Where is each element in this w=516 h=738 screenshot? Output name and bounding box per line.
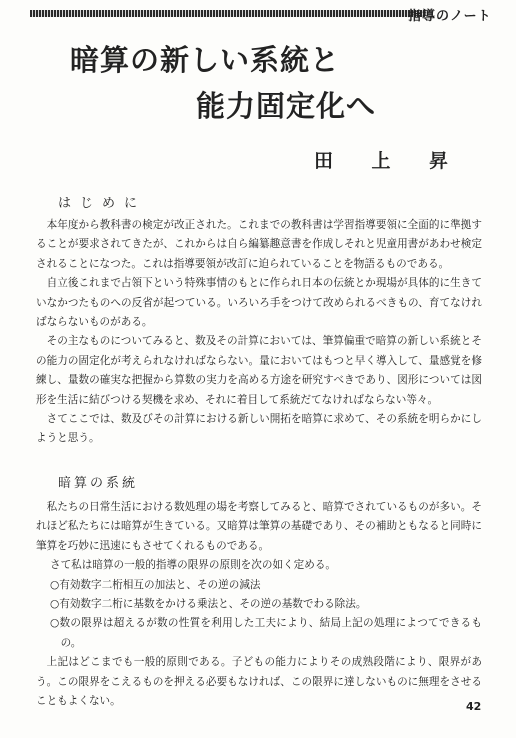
intro-paragraph-2: 自立後これまで占領下という特殊事情のもとに作られ日本の伝統とか現場が具体的に生きていなかつたものへの反省が起つている。いろいろ手をつけて改められるべきもの、育てなければならないものがある。 [36, 277, 482, 329]
intro-paragraph-1: 本年度から教科書の検定が改正された。これまでの教科書は学習指導要領に全面的に準拠することが要求されてきたが、これからは自ら編纂趣意書を作成しそれと児童用書があわせ検定されることになつた。これは指導要領が改訂に迫られていることを物語るものである。 [36, 219, 482, 270]
author-given-name-2: 昇 [428, 150, 448, 172]
intro-body [36, 216, 482, 449]
intro-heading: はじめに [58, 196, 147, 211]
list-item: ○有効数字二桁相互の加法と、その逆の減法 [50, 578, 261, 591]
article-title-line-1: 暗算の新しい系統と [70, 43, 341, 77]
author-given-name-1: 上 [371, 150, 391, 172]
section-body [36, 498, 482, 711]
section-closing: 上記はどこまでも一般的原則である。子どもの能力によりその成熟段階により、限界があう。この限界をこえるものを押える必要もなければ、この限界に達しないものに無理をさせることもよくない。 [36, 656, 482, 708]
intro-paragraph-4: さてここでは、数及びその計算における新しい開拓を暗算に求めて、その系統を明らかにしようと思う。 [36, 413, 482, 445]
column-label: 指導のノート [408, 9, 492, 24]
header-rule [30, 10, 425, 17]
page-number: 42 [466, 700, 482, 713]
author-name [314, 146, 448, 173]
section-heading: 暗算の系統 [58, 476, 139, 491]
section-paragraph-1: 私たちの日常生活における数処理の場を考察してみると、暗算でされているものが多い。それほど私たちには暗算が生きている。又暗算は筆算の基礎であり、その補助ともなると同時に筆算を巧妙に迅速にもさせてくれるものである。 [36, 501, 482, 552]
article-title-line-2: 能力固定化へ [196, 89, 377, 123]
list-item: ○有効数字二桁に基数をかける乗法と、その逆の基数でわる除法。 [50, 598, 367, 611]
list-item: ○数の限界は超えるが数の性質を利用した工夫により、結局上記の処理によつてできるもの。 [50, 617, 482, 649]
author-family-name: 田 [314, 150, 334, 172]
section-lead: さて私は暗算の一般的指導の限界の原則を次の如く定める。 [50, 559, 337, 572]
intro-paragraph-3: その主なものについてみると、数及その計算においては、筆算偏重で暗算の新しい系統とその能力の固定化が考えられなければならない。量においてはもつと早く導入して、量感覚を修練し、量数の確実な把握から算数の実力を高める方途を研究すべきであり、図形については図形を生活に結びつける契機を求め、それに着目して系統だてなければならない等々。 [36, 335, 482, 406]
